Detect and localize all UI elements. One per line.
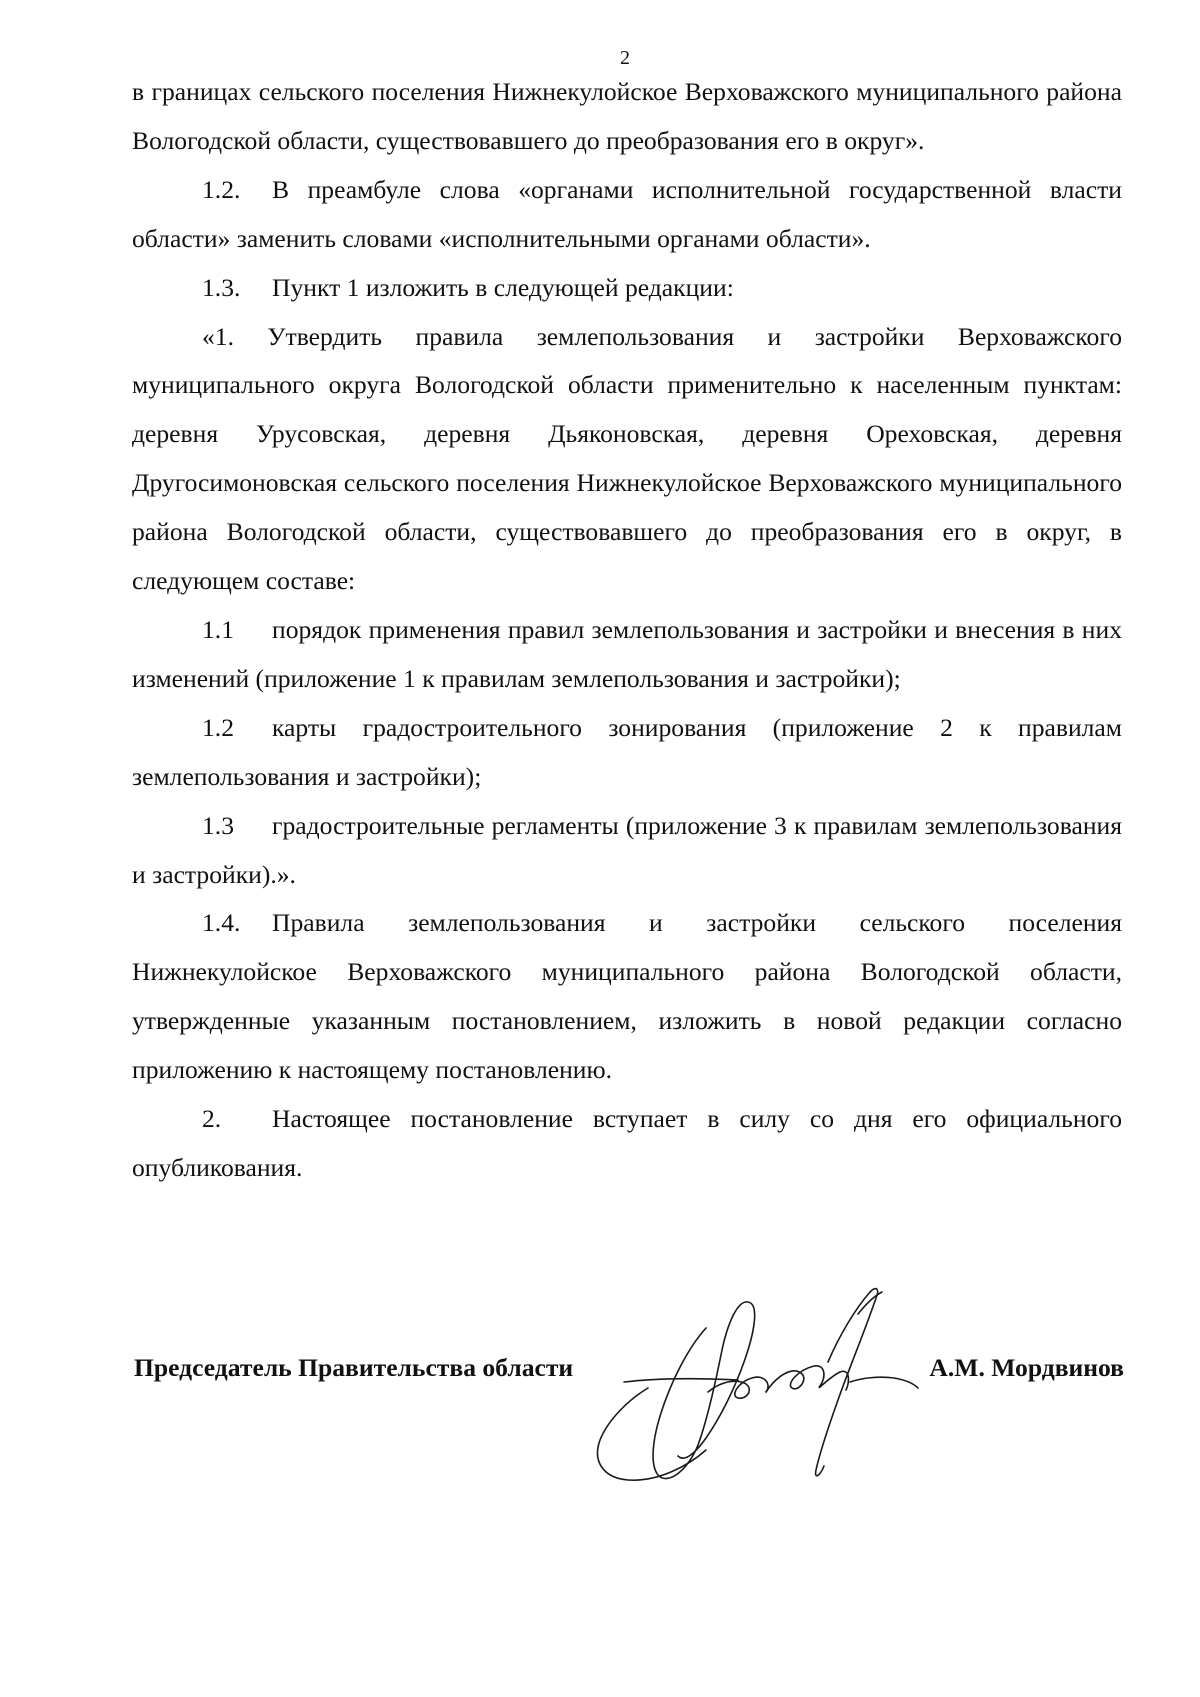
paragraph-text: порядок применения правил землепользования и застройки и внесения в них изменений (приложение 1 к правилам землепользования и застройки); [132,614,1122,693]
paragraph-number: 1.3 [202,810,234,840]
paragraph-1-3-sub [132,802,1122,900]
paragraph-1-4 [132,899,1122,1095]
paragraph-number: 1.4. [202,908,241,938]
paragraph-text: В преамбуле слова «органами исполнительной государственной власти области» заменить словами «исполнительными органами области». [132,174,1122,253]
paragraph-quoted-item-1 [132,313,1122,606]
paragraph-1-2 [132,166,1122,264]
paragraph-text: градостроительные регламенты (приложение 3 к правилам землепользования и застройки).». [132,810,1122,889]
paragraph-number: 1.3. [202,272,241,302]
paragraph-number: 1.2. [202,174,241,204]
handwritten-signature [588,1270,928,1550]
paragraph-2 [132,1095,1122,1193]
paragraph-text: в границах сельского поселения Нижнекулойское Верховажского муниципального района Вологодской области, существовавшего до преобразования его в округ». [132,77,1122,155]
paragraph-text: Пункт 1 изложить в следующей редакции: [272,272,734,302]
signatory-title: Председатель Правительства области [134,1353,574,1382]
paragraph-1-2-sub [132,704,1122,802]
paragraph-1-1 [132,606,1122,704]
paragraph-number: 1.2 [202,712,234,742]
paragraph-text: Правила землепользования и застройки сельского поселения Нижнекулойское Верховажского муниципального района Вологодской области, утвержденные указанным постановлением, изложить в новой редакции согласно приложению к настоящему постановлению. [132,908,1122,1085]
paragraph-number: 1.1 [202,614,234,644]
paragraph-number: 2. [202,1104,222,1134]
signatory-name: А.М. Мордвинов [929,1353,1124,1382]
paragraph-1-3 [132,264,1122,313]
document-body [132,68,1122,1193]
paragraph-text: карты градостроительного зонирования (приложение 2 к правилам землепользования и застройки); [132,712,1122,791]
paragraph-text: Настоящее постановление вступает в силу со дня его официального опубликования. [132,1104,1122,1182]
paragraph-continuation [132,68,1122,166]
paragraph-text: «1. Утвердить правила землепользования и застройки Верховажского муниципального округа Вологодской области применительно к населенным пунктам: деревня Урусовская, деревня Дьяконовская, деревня Ореховская, деревня Другосимоновская сельского поселения Нижнекулойское Верховажского муниципального района Вологодской области, существовавшего до преобразования его в округ, в следующем составе: [132,321,1122,596]
page-number: 2 [620,47,630,69]
